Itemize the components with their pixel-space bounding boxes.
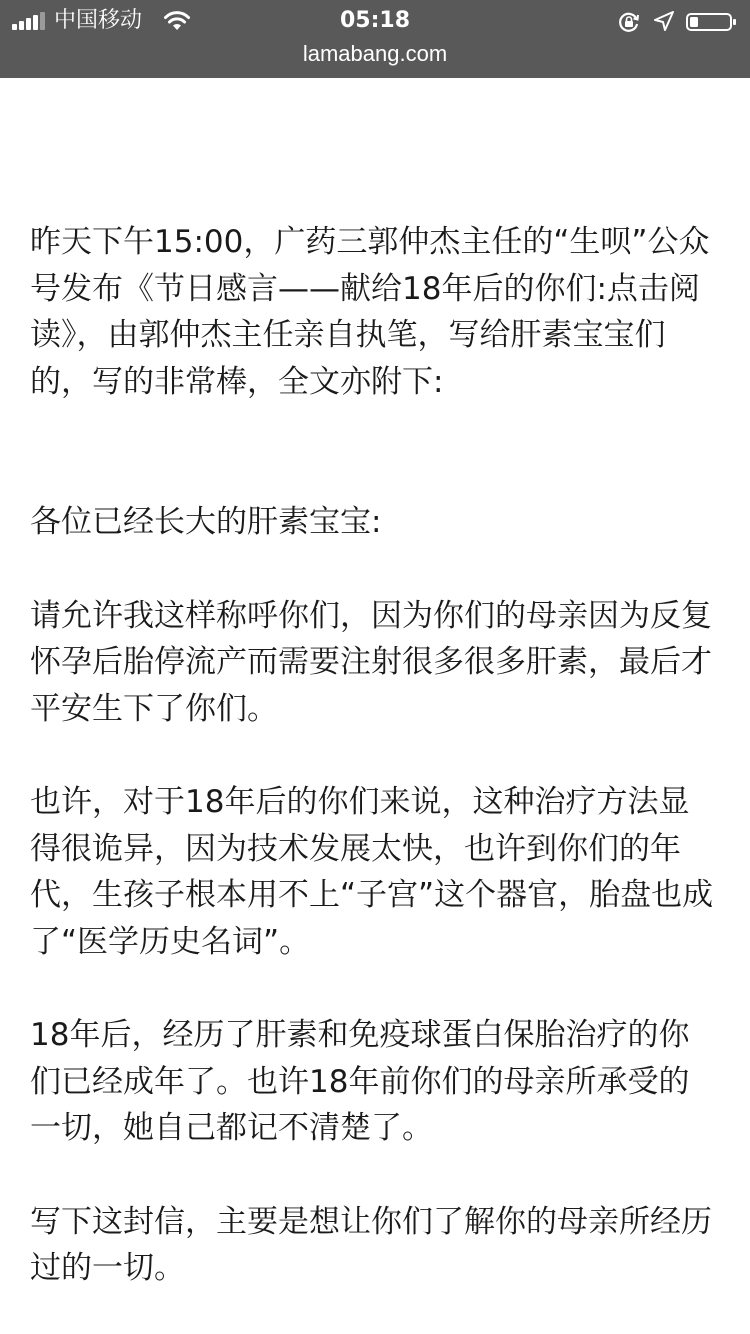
article-paragraph: 也许，对于18年后的你们来说，这种治疗方法显得很诡异，因为技术发展太快，也许到你们的年代，生孩子根本用不上“子宫”这个器官，胎盘也成了“医学历史名词”。 (30, 784, 714, 960)
battery-icon (686, 13, 738, 31)
article-content (30, 219, 720, 1292)
status-bar (0, 0, 750, 78)
rotation-lock-icon (618, 11, 640, 33)
paragraph-spacer (30, 546, 720, 593)
paragraph-spacer (30, 1152, 720, 1199)
carrier-name: 中国移动 (54, 8, 143, 33)
paragraph-spacer (30, 732, 720, 779)
status-row (0, 6, 750, 36)
article-paragraph: 18年后，经历了肝素和免疫球蛋白保胎治疗的你们已经成年了。也许18年前你们的母亲所承受的一切，她自己都记不清楚了。 (30, 1017, 690, 1146)
article-paragraph: 请允许我这样称呼你们，因为你们的母亲因为反复怀孕后胎停流产而需要注射很多很多肝素，最后才平安生下了你们。 (30, 597, 712, 727)
article-intro: 昨天下午15:00，广药三郭仲杰主任的“生呗”公众号发布《节日感言——献给18年后的你们:点击阅读》，由郭仲杰主任亲自执笔，写给肝素宝宝们的，写的非常棒，全文亦附下: (30, 224, 710, 400)
clock-time: 05:18 (339, 8, 411, 33)
url-bar[interactable]: lamabang.com (302, 41, 448, 66)
article-paragraph: 写下这封信，主要是想让你们了解你的母亲所经历过的一切。 (30, 1203, 712, 1286)
paragraph-spacer (30, 965, 720, 1012)
paragraph-spacer (30, 405, 720, 499)
letter-greeting: 各位已经长大的肝素宝宝: (30, 504, 382, 540)
location-arrow-icon (654, 11, 674, 31)
